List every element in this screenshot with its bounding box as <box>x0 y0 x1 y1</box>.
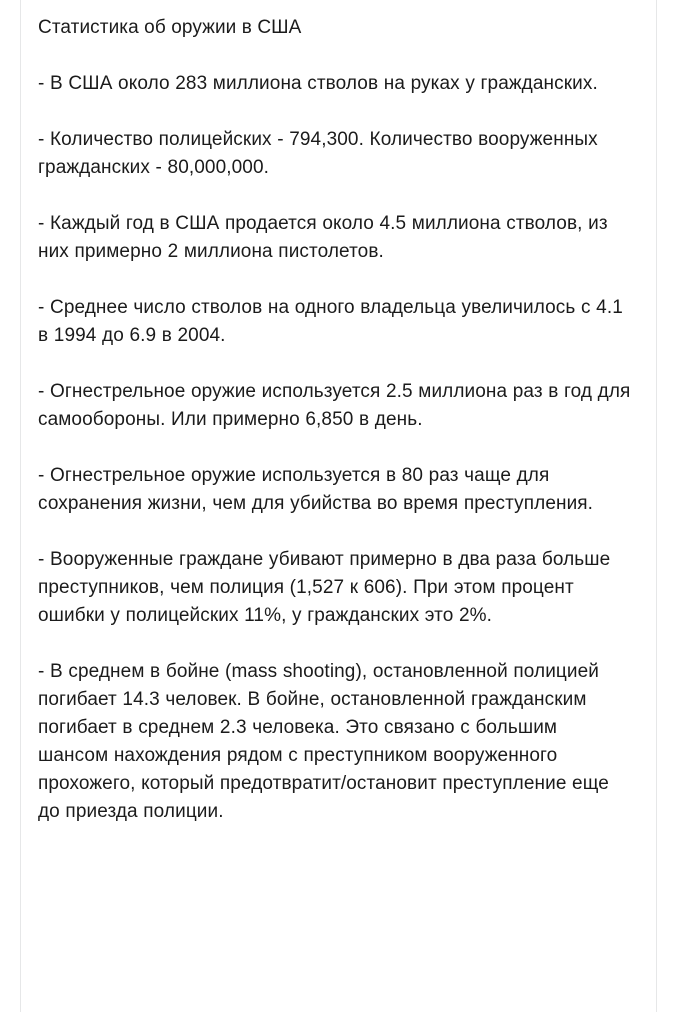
right-column-rule <box>656 0 657 1012</box>
statistic-paragraph: - В США около 283 миллиона стволов на руках у гражданских. <box>38 73 598 94</box>
statistic-paragraph: - Огнестрельное оружие используется 2.5 миллиона раз в год для самообороны. Или примерно 6,850 в день. <box>38 381 631 430</box>
statistic-paragraph: - Огнестрельное оружие используется в 80 раз чаще для сохранения жизни, чем для убийства во время преступления. <box>38 465 594 514</box>
statistic-paragraph: - Количество полицейских - 794,300. Количество вооруженных гражданских - 80,000,000. <box>38 129 598 178</box>
statistic-paragraph: - Каждый год в США продается около 4.5 миллиона стволов, из них примерно 2 миллиона пистолетов. <box>38 213 608 262</box>
document-content <box>21 0 656 1012</box>
statistic-paragraph: - В среднем в бойне (mass shooting), остановленной полицией погибает 14.3 человек. В бойне, остановленной гражданским погибает в среднем 2.3 человека. Это связано с большим шансом нахождения рядом с преступником вооруженного прохожего, который предотвратит/остановит преступление еще до приезда полиции. <box>38 661 609 822</box>
statistic-paragraph: - Среднее число стволов на одного владельца увеличилось с 4.1 в 1994 до 6.9 в 2004. <box>38 297 623 346</box>
page-title: Статистика об оружии в США <box>38 17 302 38</box>
statistic-paragraph: - Вооруженные граждане убивают примерно в два раза больше преступников, чем полиция (1,527 к 606). При этом процент ошибки у полицейских 11%, у гражданских это 2%. <box>38 549 611 626</box>
